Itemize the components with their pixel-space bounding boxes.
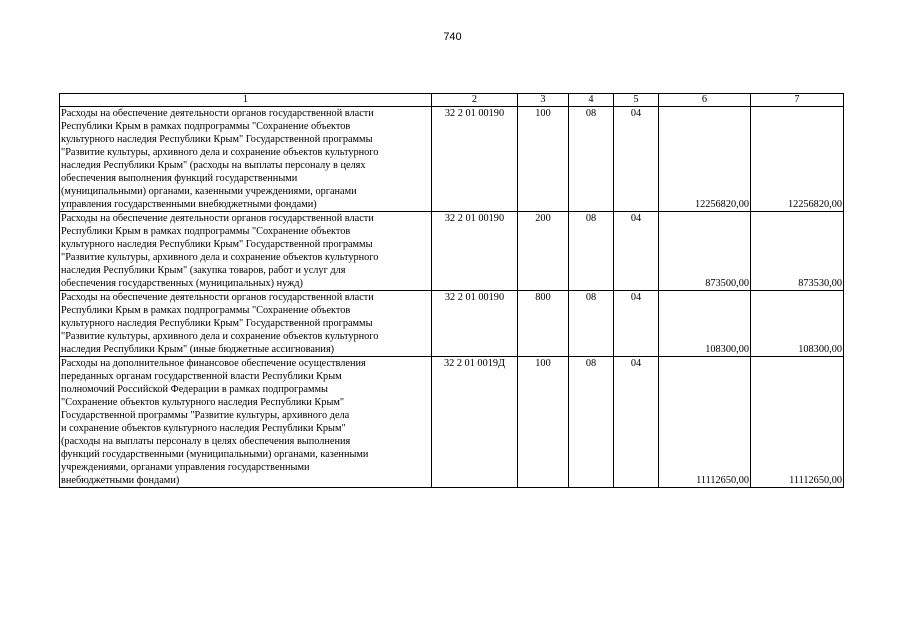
table-row xyxy=(60,212,844,291)
table-row xyxy=(60,357,844,488)
section-code: 08 xyxy=(569,357,614,488)
description-line: учреждениями, органами управления государственными xyxy=(61,462,310,473)
column-header: 3 xyxy=(518,94,569,107)
amount-cell: 873530,00 xyxy=(751,212,844,291)
expense-description xyxy=(60,212,432,291)
description-line: Расходы на обеспечение деятельности органов государственной власти xyxy=(61,292,374,303)
expense-type-code: 100 xyxy=(518,357,569,488)
amount-cell: 873500,00 xyxy=(659,212,751,291)
description-line: обеспечения выполнения функций государственными xyxy=(61,173,298,184)
expense-type-code: 200 xyxy=(518,212,569,291)
section-code: 08 xyxy=(569,291,614,357)
description-line: полномочий Российской Федерации в рамках подпрограммы xyxy=(61,384,328,395)
expense-description xyxy=(60,291,432,357)
amount-cell: 11112650,00 xyxy=(751,357,844,488)
description-line: культурного наследия Республики Крым" Государственной программы xyxy=(61,239,373,250)
target-article-code: 32 2 01 00190 xyxy=(432,291,518,357)
description-line: и сохранение объектов культурного наследия Республики Крым" xyxy=(61,423,346,434)
description-line: (расходы на выплаты персоналу в целях обеспечения выполнения xyxy=(61,436,351,447)
description-line: Расходы на обеспечение деятельности органов государственной власти xyxy=(61,213,374,224)
column-header: 7 xyxy=(751,94,844,107)
amount-cell: 12256820,00 xyxy=(659,107,751,212)
expense-type-code: 100 xyxy=(518,107,569,212)
description-line: функций государственными (муниципальными) органами, казенными xyxy=(61,449,369,460)
description-line: "Развитие культуры, архивного дела и сохранение объектов культурного xyxy=(61,252,379,263)
amount-cell: 11112650,00 xyxy=(659,357,751,488)
column-header: 1 xyxy=(60,94,432,107)
section-code: 08 xyxy=(569,107,614,212)
description-line: наследия Республики Крым" (закупка товаров, работ и услуг для xyxy=(61,265,346,276)
amount-cell: 108300,00 xyxy=(659,291,751,357)
column-header: 2 xyxy=(432,94,518,107)
description-line: "Развитие культуры, архивного дела и сохранение объектов культурного xyxy=(61,331,379,342)
description-line: "Сохранение объектов культурного наследия Республики Крым" xyxy=(61,397,345,408)
subsection-code: 04 xyxy=(614,357,659,488)
table-body xyxy=(60,94,844,488)
expense-description xyxy=(60,107,432,212)
budget-table xyxy=(59,93,844,488)
subsection-code: 04 xyxy=(614,107,659,212)
description-line: переданных органам государственной власти Республики Крым xyxy=(61,371,342,382)
subsection-code: 04 xyxy=(614,291,659,357)
amount-cell: 108300,00 xyxy=(751,291,844,357)
page-number: 740 xyxy=(443,31,462,43)
column-header: 5 xyxy=(614,94,659,107)
subsection-code: 04 xyxy=(614,212,659,291)
description-line: Республики Крым в рамках подпрограммы "Сохранение объектов xyxy=(61,305,351,316)
table-row xyxy=(60,291,844,357)
description-line: Государственной программы "Развитие культуры, архивного дела xyxy=(61,410,350,421)
description-line: (муниципальными) органами, казенными учреждениями, органами xyxy=(61,186,357,197)
expense-description xyxy=(60,357,432,488)
amount-cell: 12256820,00 xyxy=(751,107,844,212)
section-code: 08 xyxy=(569,212,614,291)
description-line: Республики Крым в рамках подпрограммы "Сохранение объектов xyxy=(61,226,351,237)
description-line: обеспечения государственных (муниципальных) нужд) xyxy=(61,278,303,289)
target-article-code: 32 2 01 00190 xyxy=(432,107,518,212)
description-line: внебюджетными фондами) xyxy=(61,475,180,486)
description-line: наследия Республики Крым" (расходы на выплаты персоналу в целях xyxy=(61,160,366,171)
description-line: управления государственными внебюджетными фондами) xyxy=(61,199,317,210)
column-header: 4 xyxy=(569,94,614,107)
column-header: 6 xyxy=(659,94,751,107)
description-line: Республики Крым в рамках подпрограммы "Сохранение объектов xyxy=(61,121,351,132)
expense-type-code: 800 xyxy=(518,291,569,357)
description-line: "Развитие культуры, архивного дела и сохранение объектов культурного xyxy=(61,147,379,158)
description-line: культурного наследия Республики Крым" Государственной программы xyxy=(61,134,373,145)
description-line: Расходы на обеспечение деятельности органов государственной власти xyxy=(61,108,374,119)
column-number-row xyxy=(60,94,844,107)
target-article-code: 32 2 01 00190 xyxy=(432,212,518,291)
table-row xyxy=(60,107,844,212)
description-line: культурного наследия Республики Крым" Государственной программы xyxy=(61,318,373,329)
target-article-code: 32 2 01 0019Д xyxy=(432,357,518,488)
description-line: Расходы на дополнительное финансовое обеспечение осуществления xyxy=(61,358,366,369)
description-line: наследия Республики Крым" (иные бюджетные ассигнования) xyxy=(61,344,335,355)
